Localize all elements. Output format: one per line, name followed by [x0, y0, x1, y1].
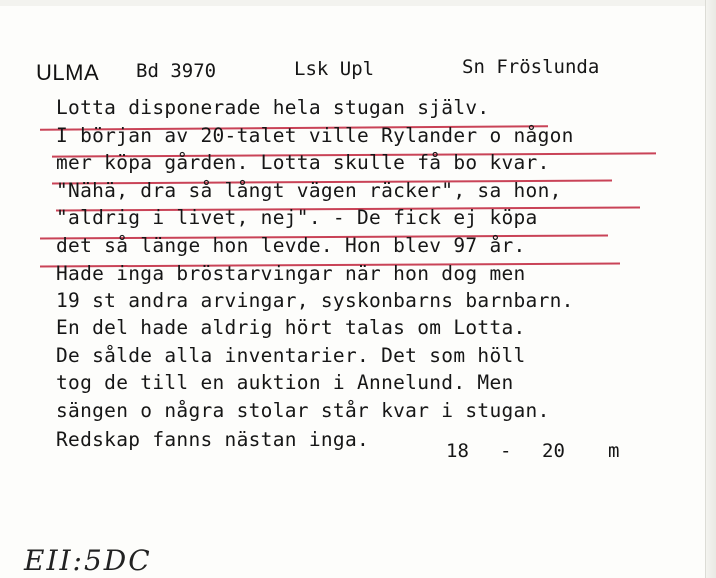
handwritten-signature: EII:5DC: [24, 544, 152, 577]
card-text-line: mer köpa gården. Lotta skulle få bo kvar.: [56, 151, 550, 174]
card-text-line: En del hade aldrig hört talas om Lotta.: [56, 316, 526, 339]
landskap-field: Lsk Upl: [294, 58, 375, 80]
card-text-line: sängen o några stolar står kvar i stugan.: [56, 399, 550, 422]
measure-to: 20: [542, 440, 565, 462]
archive-name: ULMA: [36, 60, 100, 85]
card-text-line: Lotta disponerade hela stugan själv.: [56, 96, 490, 119]
measure-from: 18: [446, 440, 469, 462]
card-text-line: De sålde alla inventarier. Det som höll: [56, 344, 526, 367]
card-text-line: tog de till en auktion i Annelund. Men: [56, 371, 514, 394]
card-text-line: "aldrig i livet, nej". - De fick ej köpa: [56, 206, 538, 229]
card-text-line: "Nähä, dra så långt vägen räcker", sa hon,: [56, 179, 562, 202]
card-top-edge: [0, 0, 716, 6]
card-text-line: 19 st andra arvingar, syskonbarns barnbarn.: [56, 289, 574, 312]
card-right-edge: [705, 0, 716, 578]
measure-unit: m: [608, 440, 620, 462]
measure-dash: -: [500, 440, 512, 462]
card-text-line: Hade inga bröstarvingar när hon dog men: [56, 262, 526, 285]
volume-number: Bd 3970: [136, 60, 217, 82]
socken-field: Sn Fröslunda: [462, 56, 600, 78]
card-text-line: I början av 20-talet ville Rylander o någon: [56, 124, 574, 147]
card-text-line: det så länge hon levde. Hon blev 97 år.: [56, 234, 526, 257]
card-text-line: Redskap fanns nästan inga.: [56, 428, 370, 451]
